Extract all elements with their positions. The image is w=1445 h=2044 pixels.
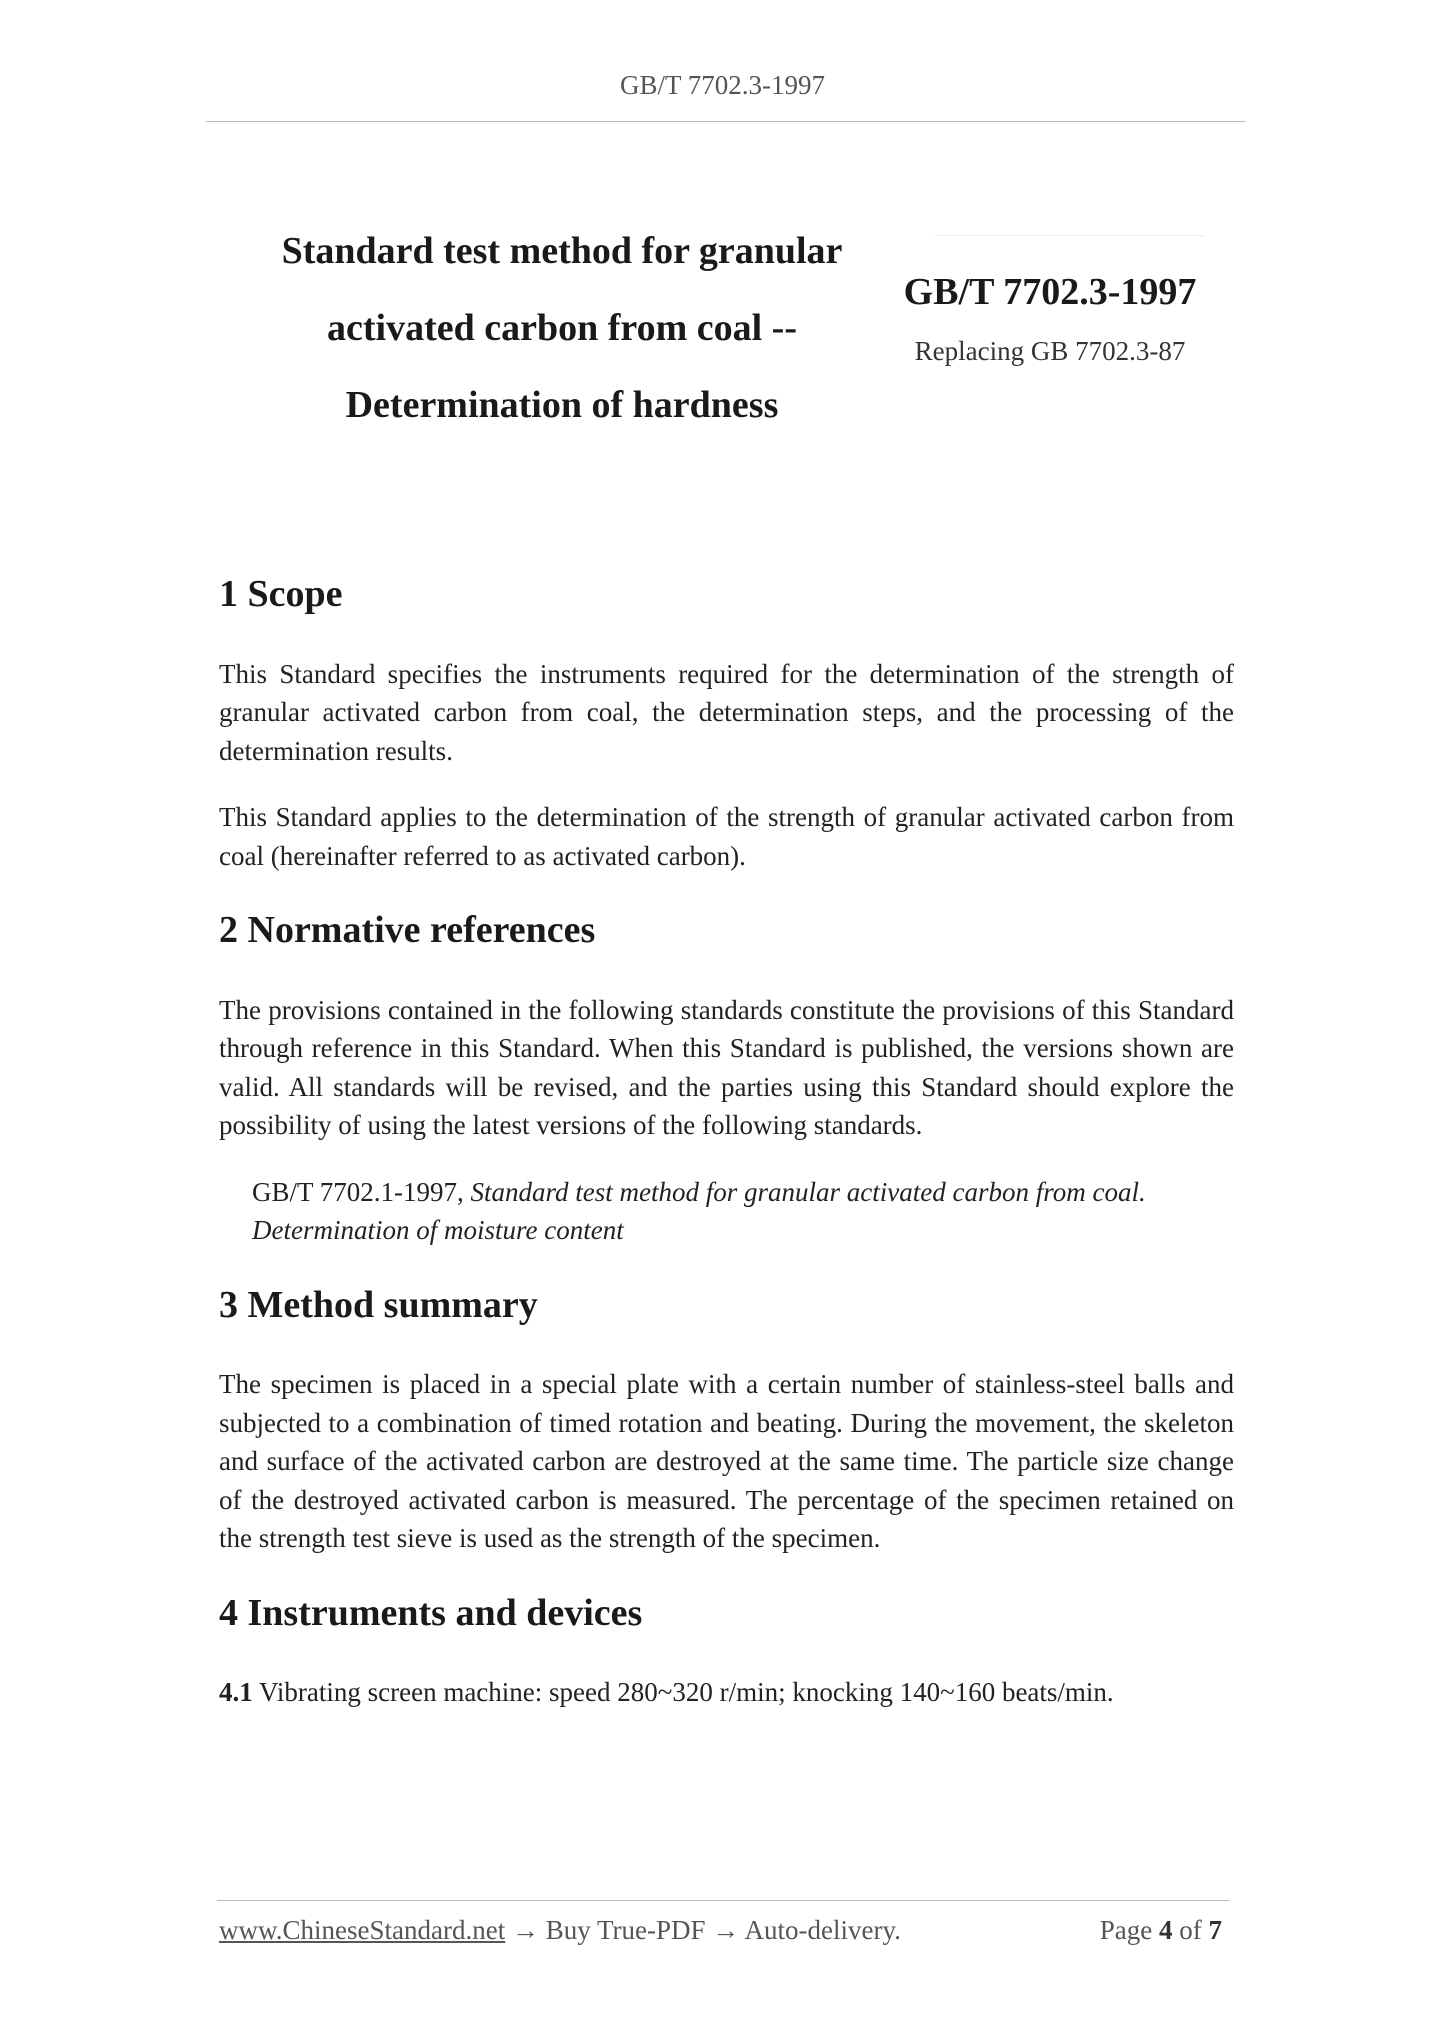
auto-delivery-text: Auto-delivery. <box>744 1915 901 1945</box>
arrow-right-icon: → <box>712 1915 740 1945</box>
section-heading-method: 3 Method summary <box>219 1283 538 1326</box>
of-label: of <box>1179 1915 1202 1945</box>
reference-item <box>252 1173 1234 1250</box>
section-normative-references <box>219 908 1234 1250</box>
title-line-3: Determination of hardness <box>345 384 779 426</box>
section-method-summary <box>219 1283 1234 1558</box>
faint-divider <box>935 235 1205 236</box>
footer-links <box>219 1915 901 1946</box>
normative-paragraph: The provisions contained in the following standards constitute the provisions of this Standard through reference in this Standard. When this Standard is published, the versions shown are valid. All standards will be revised, and the parties using this Standard should explore the possibility of using the latest versions of the following standards. <box>219 994 1234 1141</box>
page-current: 4 <box>1159 1915 1173 1945</box>
website-link[interactable]: www.ChineseStandard.net <box>219 1915 506 1945</box>
section-instruments <box>219 1591 1234 1712</box>
reference-title: Standard test method for granular activated carbon from coal. Determination of moisture content <box>252 1176 1146 1246</box>
clause-4-1 <box>219 1673 1234 1712</box>
page-label: Page <box>1099 1915 1153 1945</box>
scope-paragraph-2: This Standard applies to the determination of the strength of granular activated carbon from coal (hereinafter referred to as activated carbon). <box>219 802 1234 871</box>
replacing-note: Replacing GB 7702.3-87 <box>914 336 1186 366</box>
scope-paragraph-1: This Standard specifies the instruments required for the determination of the strength of granular activated carbon from coal, the determination steps, and the processing of the determination results. <box>219 658 1234 766</box>
page-total: 7 <box>1208 1915 1222 1945</box>
standard-number: GB/T 7702.3-1997 <box>903 271 1197 313</box>
section-heading-instruments: 4 Instruments and devices <box>219 1591 643 1634</box>
method-paragraph: The specimen is placed in a special plate with a certain number of stainless-steel balls and subjected to a combination of timed rotation and beating. During the movement, the skeleton and surface of the activated carbon are destroyed at the same time. The particle size change of the destroyed activated carbon is measured. The percentage of the specimen retained on the strength test sieve is used as the strength of the specimen. <box>219 1369 1234 1554</box>
title-line-1: Standard test method for granular <box>281 230 843 272</box>
buy-true-pdf-text: Buy True-PDF <box>545 1915 706 1945</box>
page-header: GB/T 7702.3-1997 <box>619 70 825 100</box>
document-body <box>219 572 1234 1745</box>
title-line-2: activated carbon from coal -- <box>327 307 797 349</box>
arrow-right-icon: → <box>511 1915 539 1945</box>
clause-number: 4.1 <box>219 1677 253 1708</box>
footer-divider <box>217 1900 1230 1901</box>
header-divider <box>206 121 1246 122</box>
reference-code: GB/T 7702.1-1997, <box>252 1176 464 1207</box>
clause-text: Vibrating screen machine: speed 280~320 r/min; knocking 140~160 beats/min. <box>259 1677 1114 1708</box>
section-scope <box>219 572 1234 875</box>
section-heading-scope: 1 Scope <box>219 573 343 615</box>
page-indicator <box>1100 1915 1222 1946</box>
section-heading-normative: 2 Normative references <box>219 909 596 952</box>
document-title <box>262 213 862 444</box>
